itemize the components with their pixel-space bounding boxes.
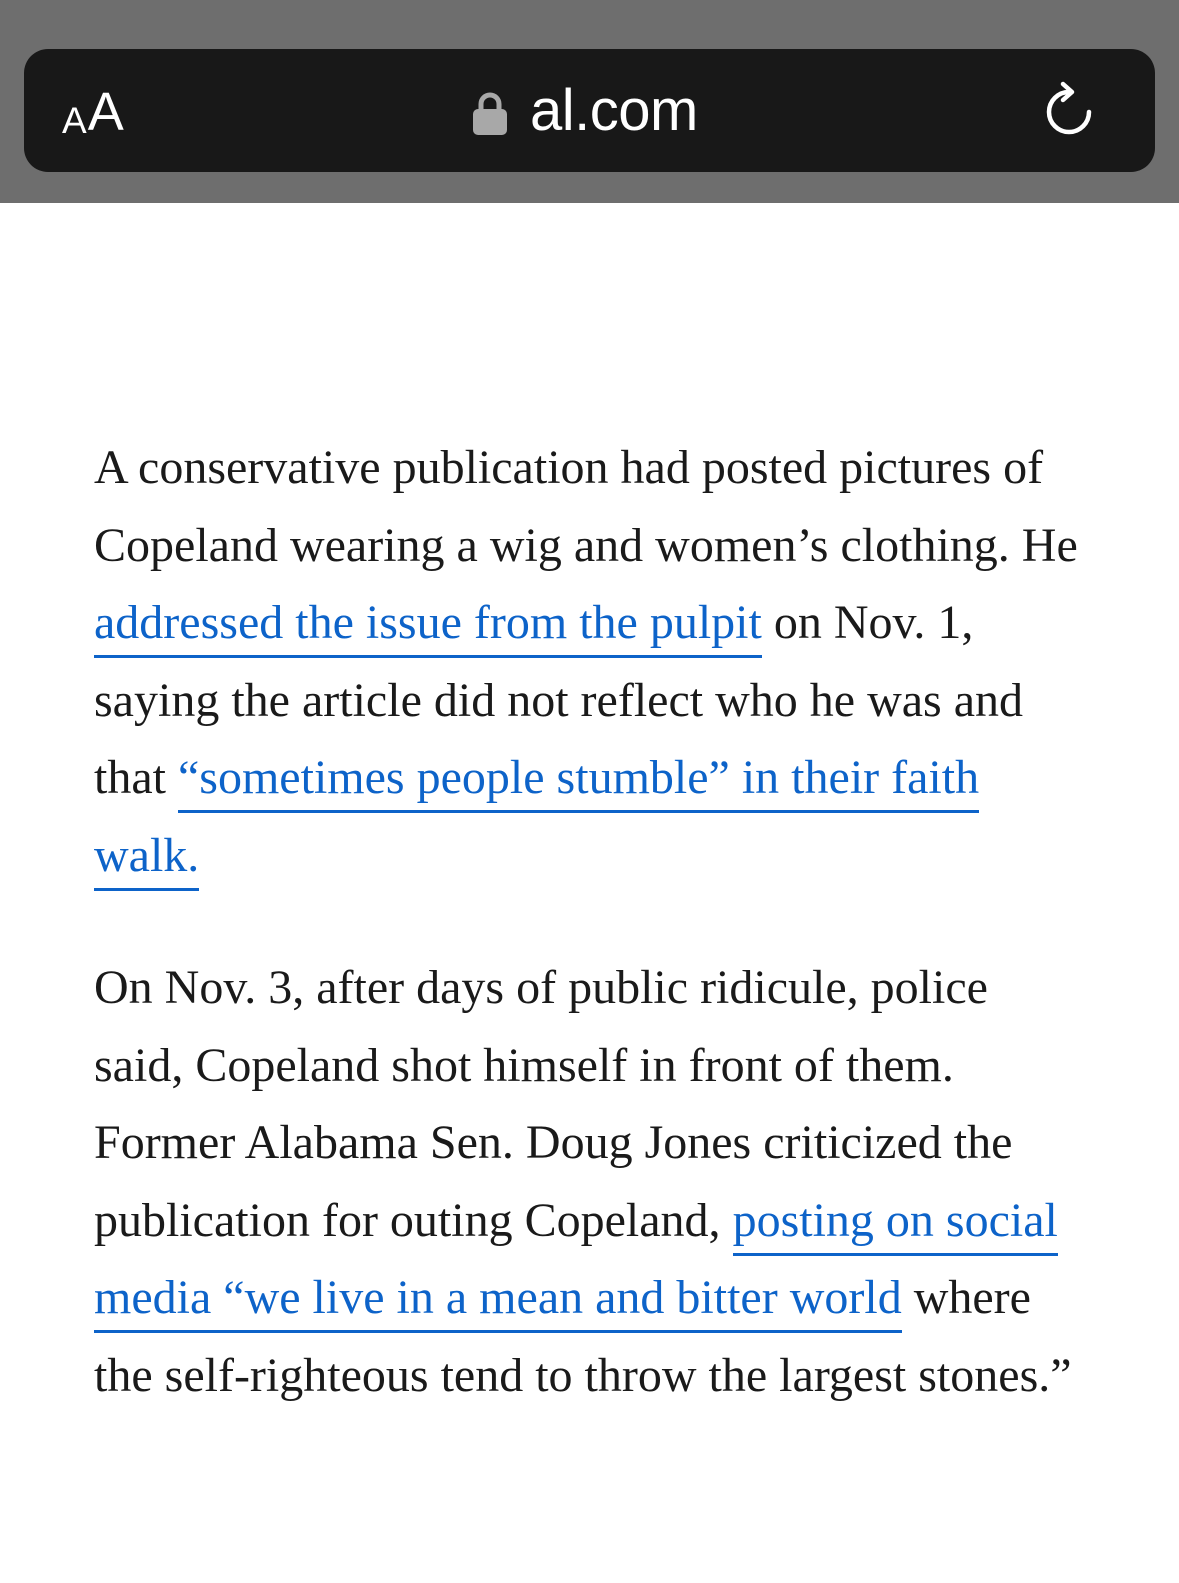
- lock-icon: [472, 91, 508, 135]
- text-size-large-glyph: A: [87, 82, 124, 142]
- link-addressed-the-issue[interactable]: addressed the issue from the pulpit: [94, 596, 762, 658]
- article-paragraph-2: [94, 949, 1084, 1414]
- link-sometimes-people-stumble[interactable]: “sometimes people stumble” in their faith walk.: [94, 751, 979, 891]
- text-size-button[interactable]: [62, 79, 124, 142]
- browser-toolbar: [0, 0, 1179, 203]
- reload-icon[interactable]: [1039, 79, 1103, 143]
- paragraph-text: on Nov. 1, saying the article did not reflect who he was and that: [94, 596, 1024, 804]
- address-bar[interactable]: [24, 49, 1155, 172]
- text-size-small-glyph: A: [62, 100, 87, 141]
- article-body: [94, 429, 1084, 1414]
- paragraph-text: A conservative publication had posted pictures of Copeland wearing a wig and women’s clothing. He: [94, 441, 1078, 572]
- paragraph-text: where the self-righteous tend to throw the largest stones.”: [94, 1271, 1072, 1402]
- url-text: al.com: [530, 78, 698, 143]
- article-paragraph-1: [94, 429, 1084, 894]
- link-posting-on-social-media[interactable]: posting on social media “we live in a mean and bitter world: [94, 1194, 1058, 1334]
- url-field[interactable]: [472, 79, 698, 143]
- paragraph-text: On Nov. 3, after days of public ridicule, police said, Copeland shot himself in front of them. Former Alabama Sen. Doug Jones criticized the publication for outing Copeland,: [94, 961, 1013, 1247]
